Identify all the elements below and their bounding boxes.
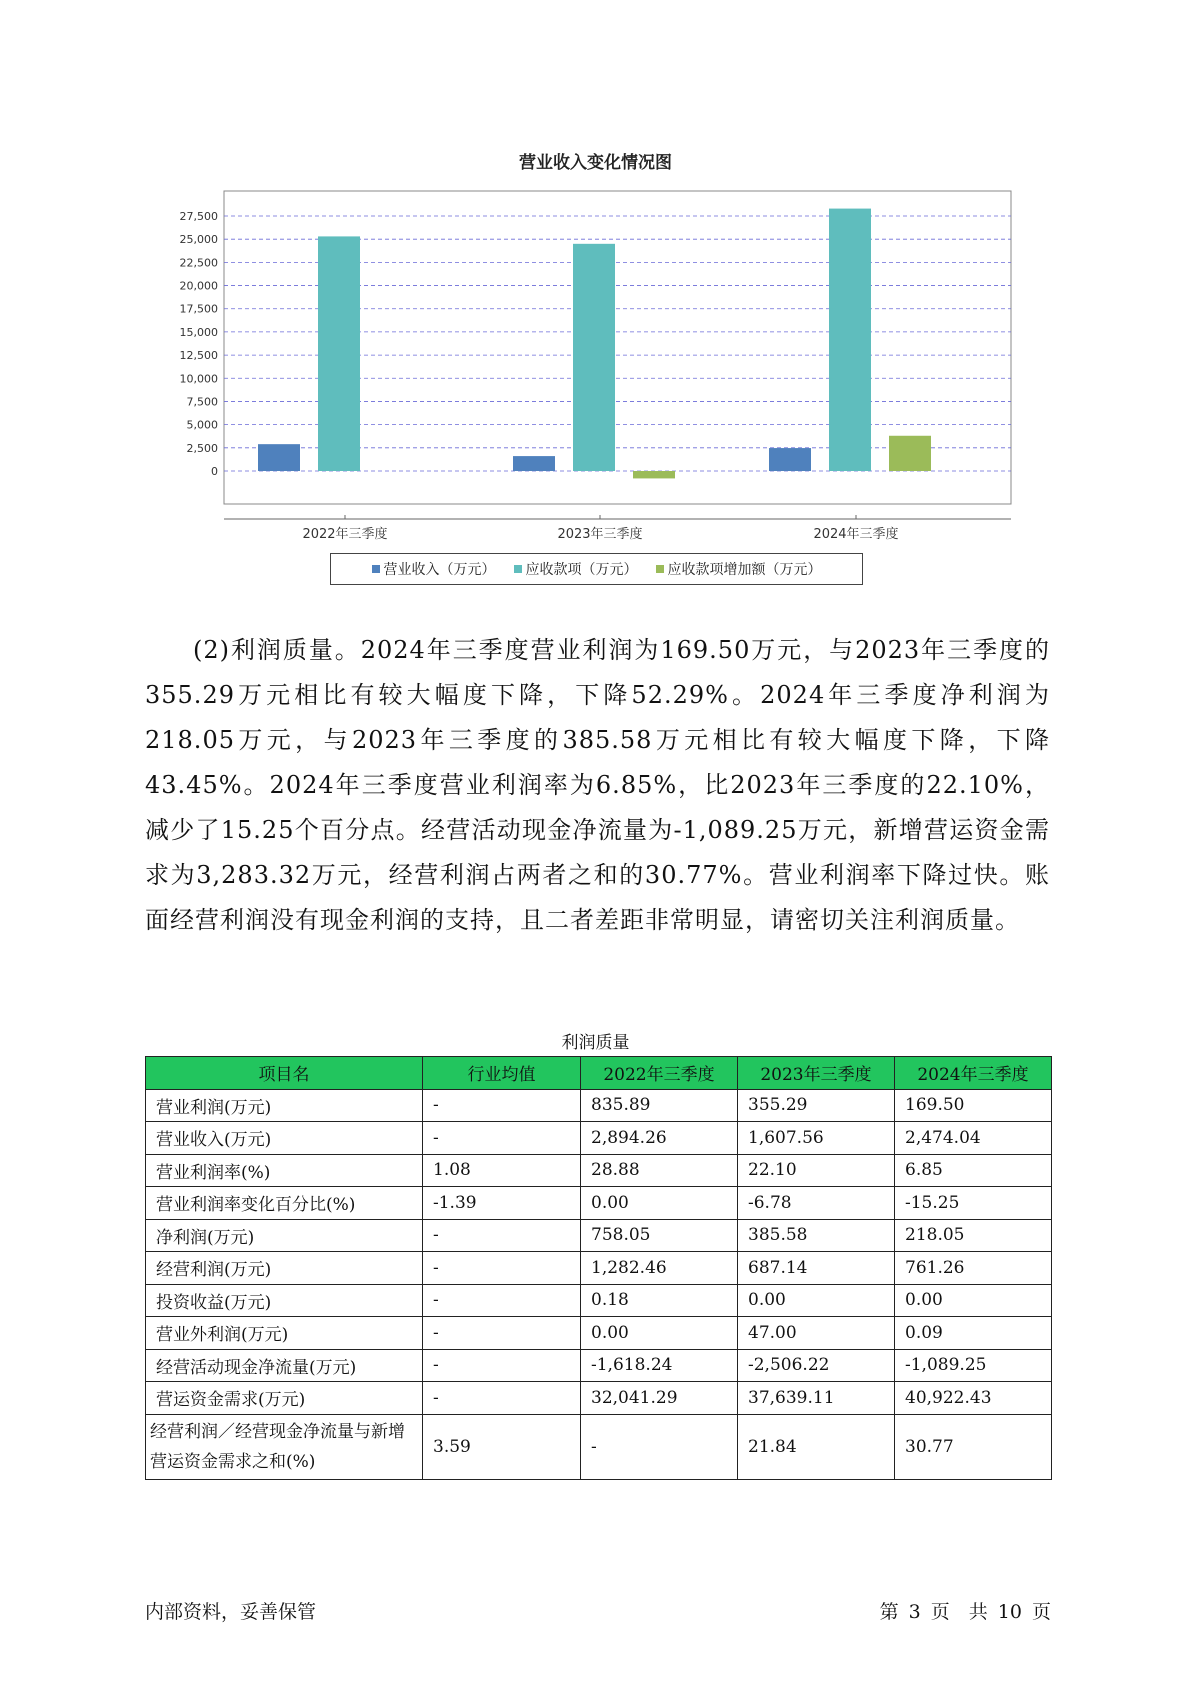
value-cell: 0.09: [895, 1317, 1052, 1350]
y-tick-label: 20,000: [179, 279, 218, 293]
value-cell: 21.84: [738, 1414, 895, 1479]
row-label-cell: 营业外利润(万元): [146, 1317, 423, 1350]
value-cell: 835.89: [581, 1089, 738, 1122]
value-cell: 687.14: [738, 1252, 895, 1285]
value-cell: 2,894.26: [581, 1122, 738, 1155]
y-tick-label: 7,500: [186, 395, 218, 409]
header-item-name: 项目名: [146, 1057, 423, 1090]
bar-series1-cat0: [318, 236, 360, 471]
x-category-label: 2022年三季度: [302, 527, 388, 542]
y-tick-label: 5,000: [186, 418, 218, 432]
value-cell: 30.77: [895, 1414, 1052, 1479]
y-tick-label: 0: [211, 465, 218, 478]
value-cell: 218.05: [895, 1219, 1052, 1252]
row-label-cell: 营业收入(万元): [146, 1122, 423, 1155]
bar-series0-cat1: [513, 456, 555, 471]
legend-label: 营业收入（万元）: [383, 562, 496, 578]
bar-series2-cat2: [889, 436, 931, 471]
row-label-cell: 营业利润(万元): [146, 1089, 423, 1122]
value-cell: -1,618.24: [581, 1349, 738, 1382]
value-cell: 22.10: [738, 1154, 895, 1187]
legend-swatch: [514, 565, 522, 573]
value-cell: 761.26: [895, 1252, 1052, 1285]
y-tick-label: 17,500: [179, 302, 218, 316]
value-cell: -1,089.25: [895, 1349, 1052, 1382]
chart-legend: [330, 553, 863, 585]
footer-page-number: 第 3 页 共 10 页: [879, 1601, 1051, 1623]
table-row: [146, 1122, 1052, 1155]
value-cell: 3.59: [423, 1414, 581, 1479]
table-header-row: [146, 1057, 1052, 1090]
row-label-cell: 净利润(万元): [146, 1219, 423, 1252]
table-row: [146, 1089, 1052, 1122]
profit-quality-paragraph: (2)利润质量。2024年三季度营业利润为169.50万元，与2023年三季度的355.29万元相比有较大幅度下降，下降52.29%。2024年三季度净利润为218.05万元，与2023年三季度的385.58万元相比有较大幅度下降，下降43.45%。2024年三季度营业利润率为6.85%，比2023年三季度的22.10%，减少了15.25个百分点。经营活动现金净流量为-1,089.25万元，新增营运资金需求为3,283.32万元，经营利润占两者之和的30.77%。营业利润率下降过快。账面经营利润没有现金利润的支持，且二者差距非常明显，请密切关注利润质量。: [145, 636, 1050, 934]
legend-item: [372, 559, 496, 579]
bar-chart: [0, 0, 1191, 560]
bars: [258, 209, 931, 479]
y-tick-label: 22,500: [179, 256, 218, 270]
table-row: [146, 1382, 1052, 1415]
row-label-cell: 营运资金需求(万元): [146, 1382, 423, 1415]
value-cell: -: [423, 1349, 581, 1382]
value-cell: 47.00: [738, 1317, 895, 1350]
table-row: [146, 1154, 1052, 1187]
profit-quality-table: [145, 1056, 1052, 1480]
value-cell: -6.78: [738, 1187, 895, 1220]
value-cell: 0.18: [581, 1284, 738, 1317]
value-cell: 0.00: [581, 1317, 738, 1350]
value-cell: 758.05: [581, 1219, 738, 1252]
table-row: [146, 1187, 1052, 1220]
header-2022q3: 2022年三季度: [581, 1057, 738, 1090]
bar-series1-cat1: [573, 244, 615, 471]
value-cell: 2,474.04: [895, 1122, 1052, 1155]
row-label-cell: 营业利润率变化百分比(%): [146, 1187, 423, 1220]
y-tick-label: 10,000: [179, 372, 218, 386]
chart-title: 营业收入变化情况图: [519, 153, 672, 173]
row-label-cell: 经营活动现金净流量(万元): [146, 1349, 423, 1382]
y-axis-ticks: [180, 210, 219, 478]
bar-series2-cat1: [633, 471, 675, 478]
footer-confidential-note: 内部资料，妥善保管: [145, 1601, 317, 1623]
value-cell: 32,041.29: [581, 1382, 738, 1415]
row-label-cell: 经营利润／经营现金净流量与新增营运资金需求之和(%): [146, 1414, 423, 1479]
row-label-cell: 投资收益(万元): [146, 1284, 423, 1317]
table-row: [146, 1414, 1052, 1479]
value-cell: 37,639.11: [738, 1382, 895, 1415]
value-cell: 0.00: [738, 1284, 895, 1317]
legend-swatch: [372, 565, 380, 573]
value-cell: 1.08: [423, 1154, 581, 1187]
y-tick-label: 27,500: [179, 210, 218, 223]
value-cell: 169.50: [895, 1089, 1052, 1122]
legend-label: 应收款项增加额（万元）: [667, 562, 822, 578]
value-cell: -: [581, 1414, 738, 1479]
value-cell: -: [423, 1089, 581, 1122]
bar-series0-cat0: [258, 444, 300, 471]
value-cell: -: [423, 1252, 581, 1285]
value-cell: 28.88: [581, 1154, 738, 1187]
header-industry-avg: 行业均值: [423, 1057, 581, 1090]
value-cell: -1.39: [423, 1187, 581, 1220]
y-tick-label: 25,000: [179, 233, 218, 247]
value-cell: 1,607.56: [738, 1122, 895, 1155]
bar-series0-cat2: [769, 448, 811, 471]
y-tick-label: 2,500: [186, 441, 218, 455]
value-cell: 0.00: [895, 1284, 1052, 1317]
value-cell: -: [423, 1382, 581, 1415]
bar-series1-cat2: [829, 209, 871, 471]
value-cell: 385.58: [738, 1219, 895, 1252]
value-cell: -: [423, 1284, 581, 1317]
header-2024q3: 2024年三季度: [895, 1057, 1052, 1090]
value-cell: 1,282.46: [581, 1252, 738, 1285]
table-row: [146, 1252, 1052, 1285]
value-cell: -: [423, 1122, 581, 1155]
legend-item: [656, 559, 822, 579]
value-cell: 6.85: [895, 1154, 1052, 1187]
table-title: 利润质量: [561, 1033, 630, 1053]
table-row: [146, 1219, 1052, 1252]
table-row: [146, 1349, 1052, 1382]
value-cell: 40,922.43: [895, 1382, 1052, 1415]
header-2023q3: 2023年三季度: [738, 1057, 895, 1090]
value-cell: -: [423, 1219, 581, 1252]
value-cell: -15.25: [895, 1187, 1052, 1220]
x-category-label: 2024年三季度: [813, 527, 899, 542]
y-tick-label: 15,000: [179, 325, 218, 339]
x-category-label: 2023年三季度: [557, 527, 643, 542]
value-cell: -2,506.22: [738, 1349, 895, 1382]
legend-swatch: [656, 565, 664, 573]
row-label-cell: 经营利润(万元): [146, 1252, 423, 1285]
legend-item: [514, 559, 638, 579]
value-cell: 0.00: [581, 1187, 738, 1220]
table-row: [146, 1284, 1052, 1317]
value-cell: -: [423, 1317, 581, 1350]
value-cell: 355.29: [738, 1089, 895, 1122]
row-label-cell: 营业利润率(%): [146, 1154, 423, 1187]
y-tick-label: 12,500: [179, 349, 218, 363]
table-row: [146, 1317, 1052, 1350]
legend-label: 应收款项（万元）: [525, 562, 638, 578]
